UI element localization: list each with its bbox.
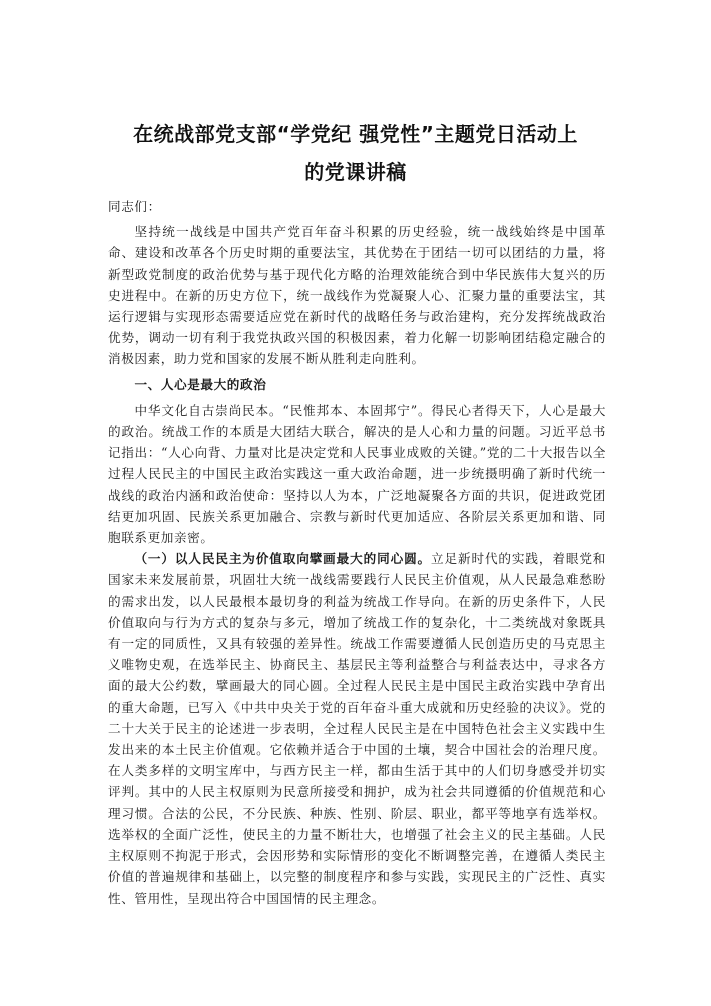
section-heading-1: 一、人心是最大的政治 [134,376,267,392]
subsection-1-paragraph [108,548,606,908]
subsection-heading-1: （一）以人民民主为价值取向擘画最大的同心圆。 [134,551,432,567]
document-body [108,196,606,909]
document-title-line2: 的党课讲稿 [304,160,407,184]
document-title-line1: 在统战部党支部“学党纪 强党性”主题党日活动上 [133,122,578,146]
intro-paragraph: 坚持统一战线是中国共产党百年奋斗积累的历史经验，统一战线始终是中国革命、建设和改革各个历史时期的重要法宝，其优势在于团结一切可以团结的力量，将新型政党制度的政治优势与基于现代化方略的治理效能统合到中华民族伟大复兴的历史进程中。在新的历史方位下，统一战线作为党凝聚人心、汇聚力量的重要法宝，其运行逻辑与实现形态需要适应党在新时代的战略任务与政治建构，充分发挥统战政治优势，调动一切有利于我党执政兴国的积极因素，着力化解一切影响团结稳定融合的消极因素，助力党和国家的发展不断从胜利走向胜利。 [108,224,606,367]
section-1-paragraph: 中华文化自古崇尚民本。“民惟邦本、本固邦宁”。得民心者得天下，人心是最大的政治。统战工作的本质是大团结大联合，解决的是人心和力量的问题。习近平总书记指出：“人心向背、力量对比是决定党和人民事业成败的关键。”党的二十大报告以全过程人民民主的中国民主政治实践这一重大政治命题，进一步统摄明确了新时代统一战线的政治内涵和政治使命：坚持以人为本，广泛地凝聚各方面的共识，促进政党团结更加巩固、民族关系更加融合、宗教与新时代更加适应、各阶层关系更加和谐、同胞联系更加亲密。 [108,402,606,546]
subsection-1-text: 立足新时代的实践，着眼党和国家未来发展前景，巩固壮大统一战线需要践行人民民主价值观，从人民最急难愁盼的需求出发，以人民最根本最切身的利益为统战工作导向。在新的历史条件下，人民价值取向与行为方式的复杂与多元，增加了统战工作的复杂化，十二类统战对象既具有一定的同质性，又具有较强的差异性。统战工作需要遵循人民创造历史的马克思主义唯物史观，在选举民主、协商民主、基层民主等利益整合与利益表达中，寻求各方面的最大公约数，擘画最大的同心圆。全过程人民民主是中国民主政治实践中孕育出的重大命题，已写入《中共中央关于党的百年奋斗重大成就和历史经验的决议》。党的二十大关于民主的论述进一步表明，全过程人民民主是在中国特色社会主义实践中生发出来的本土民主价值观。它依赖并适合于中国的土壤，契合中国社会的治理尺度。在人类多样的文明宝库中，与西方民主一样，都由生活于其中的人们切身感受并切实评判。其中的人民主权原则为民意所接受和拥护，成为社会共同遵循的价值规范和心理习惯。合法的公民，不分民族、种族、性别、阶层、职业，都平等地享有选举权。选举权的全面广泛性，使民主的力量不断壮大，也增强了社会主义的民主基础。人民主权原则不拘泥于形式，会因形势和实际情形的变化不断调整完善，在遵循人类民主价值的普遍规律和基础上，以完整的制度程序和参与实践，实现民主的广泛性、真实性、管用性，呈现出符合中国国情的民主理念。 [108,551,606,906]
salutation: 同志们： [108,199,161,214]
